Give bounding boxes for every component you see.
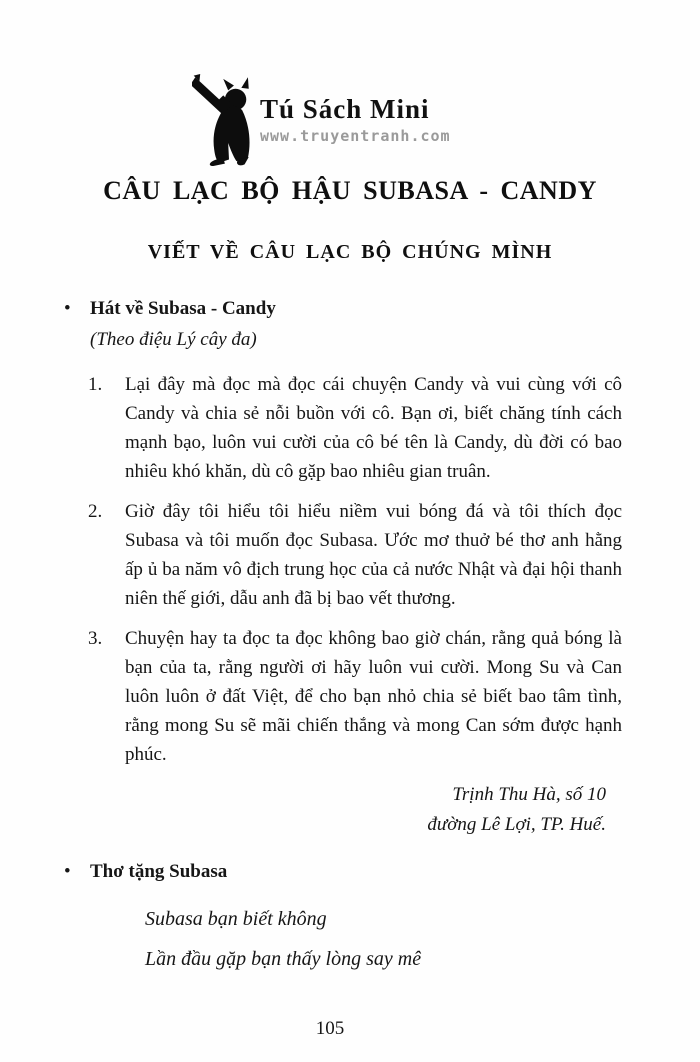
verse-item [88,497,622,613]
song-verses [88,370,622,769]
publisher-logo-text [260,72,451,144]
publisher-logo [192,72,451,168]
verse-number: 2. [88,501,103,522]
song-heading-row [64,294,622,354]
poem-heading: Thơ tặng Subasa [90,861,228,882]
verse-text: Chuyện hay ta đọc ta đọc không bao giờ chán, rằng quả bóng là bạn của ta, rằng người ơi hãy luôn vui cười. Mong Su và Can luôn luôn ở đất Việt, để cho bạn nhỏ chia sẻ biết bao tâm tình, rằng mong Su sẽ mãi chiến thắng và mong Can sớm được hạnh phúc. [125,628,622,765]
verse-item [88,624,622,769]
page-number: 105 [315,1018,345,1039]
page-title: CÂU LẠC BỘ HẬU SUBASA - CANDY [103,176,597,205]
song-heading-group [90,294,276,354]
verse-text: Giờ đây tôi hiểu tôi hiểu niềm vui bóng đá và tôi thích đọc Subasa và tôi muốn đọc Subasa. Ước mơ thuở bé thơ anh hằng ấp ủ ba năm vô địch trung học của cả nước Nhật và đại hội thanh niên thế giới, dẫu anh đã bị bao vết thương. [125,501,622,609]
samurai-silhouette-icon [192,72,266,168]
verse-number: 3. [88,628,103,649]
verse-item [88,370,622,486]
verse-text: Lại đây mà đọc mà đọc cái chuyện Candy và vui cùng với cô Candy và chia sẻ nỗi buồn với cô. Bạn ơi, biết chăng tính cách mạnh bạo, luôn vui cười của cô bé tên là Candy, dù đời có bao nhiêu khó khăn, dù cô gặp bao nhiêu gian truân. [125,374,622,482]
verse-number: 1. [88,374,103,395]
attribution-line: đường Lê Lợi, TP. Huế. [427,814,606,835]
author-attribution [64,780,606,840]
page-body [64,294,622,979]
publisher-name: Tú Sách Mini [260,94,430,124]
song-section [64,294,622,840]
section-heading: VIẾT VỀ CÂU LẠC BỘ CHÚNG MÌNH [147,241,553,263]
poem-section [64,857,622,979]
attribution-line: Trịnh Thu Hà, số 10 [452,784,606,805]
poem-line: Lần đầu gặp bạn thấy lòng say mê [145,948,422,970]
poem-line: Subasa bạn biết không [145,908,327,930]
bullet-icon: • [64,861,71,882]
poem-lines [145,899,622,979]
publisher-url: www.truyentranh.com [260,127,451,145]
song-tune-note: (Theo điệu Lý cây đa) [90,329,257,350]
poem-heading-row [64,857,622,886]
song-heading: Hát về Subasa - Candy [90,298,276,319]
bullet-icon: • [64,298,71,319]
